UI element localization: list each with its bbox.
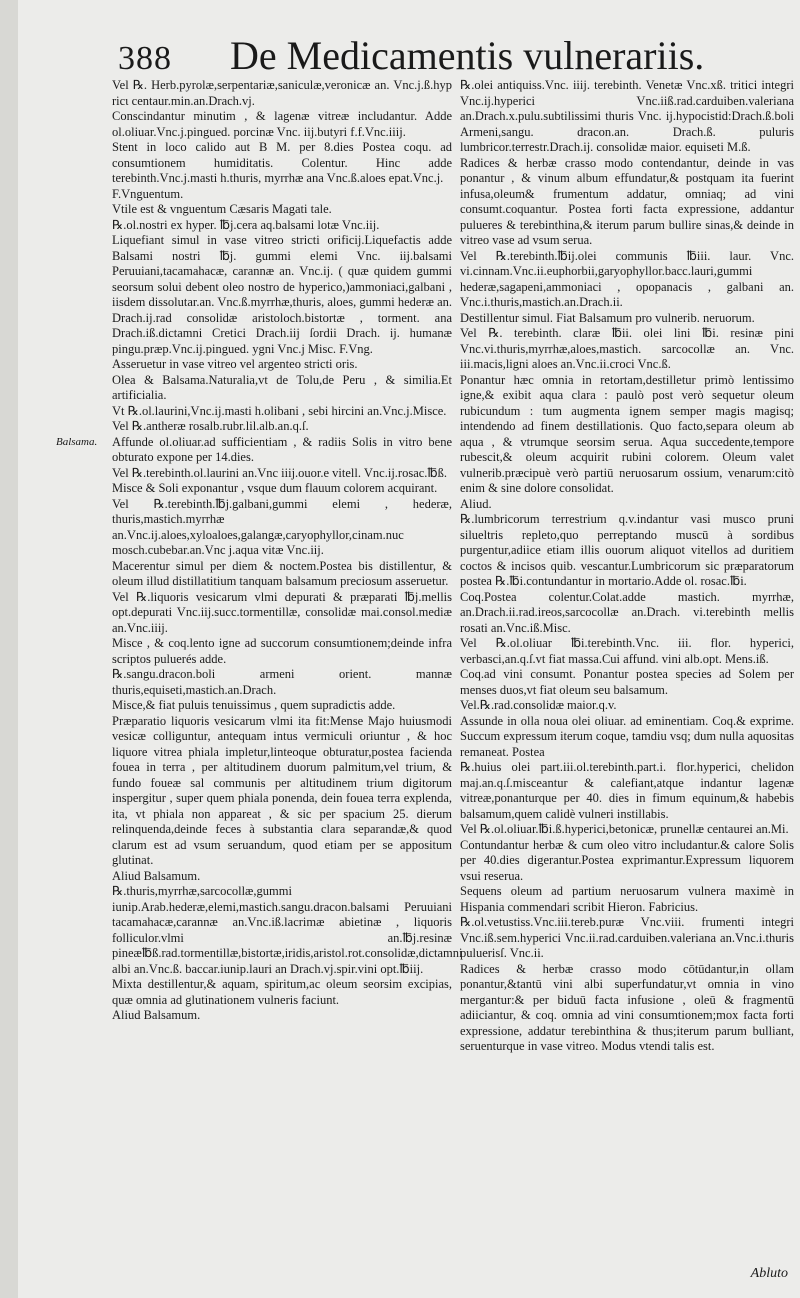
margin-note: Balsama. <box>56 436 98 448</box>
paragraph: Macerentur simul per diem & noctem.Postea bis distillentur, & oleum illud distillatitium tanquam balsamum preciosum asseruetur. <box>112 558 452 588</box>
paragraph: Stent in loco calido aut B M. per 8.dies Postea coqu. ad consumtionem humiditatis. Colentur. Hinc adde terebinth.Vnc.j.masti h.thuris, myrrhæ ana Vnc.ß.aloes epat.Vnc.j. <box>112 140 452 185</box>
catchword: Abluto <box>750 1266 788 1281</box>
paragraph: F.Vnguentum. <box>112 186 184 201</box>
binding-gutter <box>0 0 18 1298</box>
paragraph: Destillentur simul. Fiat Balsamum pro vulnerib. neruorum. <box>460 310 755 325</box>
paragraph: Vel ℞.liquoris vesicarum vlmi depurati & præparati ℔j.mellis opt.depurati Vnc.iij.succ.tormentillæ, consolidæ mai.consol.mediæ an.Vnc.iiij. <box>112 589 452 635</box>
paragraph: ℞.huius olei part.iii.ol.terebinth.part.i. flor.hyperici, chelidon maj.an.q.ſ.misceantur & calefiant,atque indantur lagenæ vitreæ,ponanturque per 40. dies in fimum equinum,& habebis balsamum,quem calidè vulneri instillabis. <box>460 760 794 821</box>
paragraph: Vel ℞.ol.oliuar ℔i.terebinth.Vnc. iii. flor. hyperici, verbasci,an.q.ſ.vt fiat massa.Cui affund. vini alb.opt. Mens.iß. <box>460 636 794 666</box>
paragraph: Aliud Balsamum. <box>112 868 201 883</box>
paragraph: Liquefiant simul in vase vitreo stricti orificij.Liquefactis adde Balsami nostri ℔j. gummi elemi Vnc. iij.balsami Peruuiani,tacamahacæ, carannæ an. Vnc.ij. ( quæ quidem gummi seorsum solui debent oleo nostro de hyperico,)ammoniaci,galbani , iisdem dissolutar.an. Vnc.ß.myrrhæ,thuris, aloes, gummi hederæ an. Drach.ij.rad consolidæ aristoloch.bistortæ , torment. ana Drach.iß.dictamni Cretici Drach.iij ſordii Drach. ij. humanæ pingu.præp.Vnc.ij.pingued. ygni Vnc.j Misc. F.Vng. <box>112 233 453 356</box>
paragraph: Ponantur hæc omnia in retortam,destilletur primò lentissimo igne,& exibit aqua clara : paulò post verò sequetur oleum rubicundum : tum augmenta ignem semper magis magisq; intendendo ad finem destillationis. Quo facto,separa oleum ab aqua , & vtrumque seorsim serua. Aqua succedente,tempore rubescit,& oleum acquirit rubini colorem. Oleum valet vulnerib.præcipuè verò partiū neruosarum ossium, venarum:citò enim & sine dolore consolidat. <box>460 372 794 495</box>
paragraph: ℞.thuris,myrrhæ,sarcocollæ,gummi iunip.Arab.hederæ,elemi,mastich.sangu.dracon.balsami Peruuiani tacamahacæ,carannæ an.Vnc.iß.lacrimæ abietinæ , liquoris folliculor.vlmi an.℔j.resinæ pineæ℔ß.rad.tormentillæ,bistortæ,iridis,aristol.rot.consolidæ,dictamni albi an.Vnc.ß. baccar.iunip.lauri an Drach.vj.spir.vini opt.℔iij. <box>112 884 463 976</box>
paragraph: Vel ℞.ol.oliuar.℔i.ß.hyperici,betonicæ, prunellæ centaurei an.Mi. <box>460 822 789 836</box>
paragraph: Mixta destillentur,& aquam, spiritum,ac oleum seorsim excipias, quæ omnia ad glutinationem vulneris faciunt. <box>112 977 452 1007</box>
page-header <box>110 20 800 80</box>
paragraph: Contundantur herbæ & cum oleo vitro includantur.& calore Solis per 40.dies digerantur.Postea exprimantur.Expressum liquorem vsui reserua. <box>460 837 794 883</box>
paragraph: Assunde in olla noua olei oliuar. ad eminentiam. Coq.& exprime. Succum expressum iterum coque, tamdiu vsq; dum nulla aquositas remaneat. Postea <box>460 713 794 759</box>
paragraph: Radices & herbæ crasso modo contendantur, deinde in vas ponantur , & vinum album effundatur,& postquam ita fuerint infusa,oleum& frumentum addatur, omniaq; ad vini consumt.coquantur. Postea forti facta expressione, addantur pulueres & terebinthina,& iterum parum bullire sinas,& deinde in vitreo vase ad vsum serua. <box>460 155 794 247</box>
paragraph: Asseruetur in vase vitreo vel argenteo stricti oris. <box>112 357 358 371</box>
paragraph: ℞.sangu.dracon.boli armeni orient. mannæ thuris,equiseti,mastich.an.Drach. <box>112 667 452 697</box>
paragraph: Radices & herbæ crasso modo cōtūdantur,in ollam ponantur,&tantū vini albi superfundatur,vt omnia in vino mergantur:& per biduū facta infusione , oleū & fragmentū adiiciantur, & coq. omnia ad vini consumtionem;mox facta forti expressione, addatur terebinthina & thus;iterum parum bulliant, seruenturque in vase vitreo. Modus vtendi talis est. <box>460 961 794 1053</box>
paragraph: ℞.ol.vetustiss.Vnc.iii.tereb.puræ Vnc.viii. frumenti integri Vnc.iß.sem.hyperici Vnc.ii.rad.carduiben.valeriana an.Vnc.i.thuris puluerisſ. Vnc.ii. <box>460 915 794 960</box>
paragraph: Vel ℞.terebinth.℔ij.olei communis ℔iii. laur. Vnc. vi.cinnam.Vnc.ii.euphorbii,garyophyllor.bacc.lauri,gummi hederæ,sagapeni,ammoniaci , opopanacis , galbani an. Vnc.i.thuris,mastich.an.Drach.ii. <box>460 248 794 309</box>
right-column <box>460 78 794 1055</box>
paragraph: Misce & Soli exponantur , vsque dum flauum colorem acquirant. <box>112 481 438 495</box>
paragraph: Vel.℞.rad.consolidæ maior.q.v. <box>460 698 617 712</box>
paragraph: Misce , & coq.lento igne ad succorum consumtionem;deinde infra scriptos puluerés adde. <box>112 636 452 666</box>
running-head: De Medicamentis vulnerariis. <box>230 33 705 78</box>
paragraph: Misce,& fiat puluis tenuissimus , quem supradictis adde. <box>112 698 396 712</box>
paragraph: Vel ℞.antheræ rosalb.rubr.lil.alb.an.q.ſ. <box>112 419 309 433</box>
page-number: 388 <box>118 40 172 77</box>
paragraph: Coq.ad vini consumt. Ponantur postea species ad Solem per menses duos,vt fiat oleum seu balsamum. <box>460 667 794 697</box>
paragraph: Olea & Balsama.Naturalia,vt de Tolu,de Peru , & similia.Et artificialia. <box>112 372 452 402</box>
left-column <box>112 78 463 1024</box>
paragraph: Vtile est & vnguentum Cæsaris Magati tale. <box>112 202 332 216</box>
paragraph: Vel ℞.terebinth.ol.laurini an.Vnc iiij.ouor.e vitell. Vnc.ij.rosac.℔ß. <box>112 465 448 480</box>
paragraph: Præparatio liquoris vesicarum vlmi ita fit:Mense Majo huiusmodi vesicæ colliguntur, antequam intus vermiculi oriuntur , & hoc liquore vitrea phiala impletur,linteoque obturatur,postea facienda fouea in terra , per altitudinem duorum palmitum,vel trium, & fundo foueæ sal communis per altitudinem trium digitorum inspergitur , super quem phiala ponenda, dein fouea terra explenda, ita, vt phiala non appareat , & sic per spacium 25. dierum relinquenda,deinde feces à substantia clara separandæ,& quod clarum est ad vsum seruandum, quod etiam per se appositum glutinat. <box>112 713 452 867</box>
paragraph: Aliud. <box>460 496 492 511</box>
paragraph: Vt ℞.ol.laurini,Vnc.ij.masti h.olibani , sebi hircini an.Vnc.j.Misce. <box>112 403 447 418</box>
paragraph: Affunde ol.oliuar.ad sufficientiam , & radiis Solis in vitro bene obturato expone per 14.dies. <box>112 434 452 464</box>
paragraph: ℞.olei antiquiss.Vnc. iiij. terebinth. Venetæ Vnc.xß. tritici integri Vnc.ij.hyperici Vnc.iiß.rad.carduiben.valeriana an.Drach.x.pulu.subtilissimi thuris Vnc. ij.hypocistid:Drach.ß.boli Armeni,sangu. dracon.an. Drach.ß. puluris lumbricor.terrestr.Drach.ij. consolidæ maior. equiseti M.ß. <box>460 78 794 154</box>
paragraph: Conscindantur minutim , & lagenæ vitreæ includantur. Adde ol.oliuar.Vnc.j.pingued. porcinæ Vnc. iij.butyri f.f.Vnc.iiij. <box>112 109 452 139</box>
paragraph: Sequens oleum ad partium neruosarum vulnera maximè in Hispania commendari scribit Hieron. Fabricius. <box>460 884 794 914</box>
paragraph: Coq.Postea colentur.Colat.adde mastich. myrrhæ, an.Drach.ii.rad.ireos,sarcocollæ an.Drach. vi.terebinth mellis rosati an.Vnc.iß.Misc. <box>460 589 794 635</box>
paragraph: Vel ℞.terebinth.℔j.galbani,gummi elemi , hederæ, thuris,mastich.myrrhæ an.Vnc.ij.aloes,xyloaloes,galangæ,caryophyllor,cinam.nuc mosch.cubebar.an.Vnc j.aqua vitæ Vnc.iij. <box>112 496 452 557</box>
paragraph: Aliud Balsamum. <box>112 1008 201 1022</box>
paragraph: Vel ℞. Herb.pyrolæ,serpentariæ,saniculæ,veronicæ an. Vnc.j.ß.hyp ricι centaur.min.an.Drach.vj. <box>112 78 452 108</box>
paragraph: ℞.lumbricorum terrestrium q.v.indantur vasi musco pruni silueltris repleto,quo perreptando muscū à sordibus purgentur,adiice etiam illis ouorum aliquot vitellos ad duritiem coctos & incisos quib. vescantur.Lumbricorum sic præparatorum postea ℞.℔i.contundantur in mortario.Adde ol. rosac.℔i. <box>460 512 794 588</box>
paragraph: Vel ℞. terebinth. claræ ℔ii. olei lini ℔i. resinæ pini Vnc.vi.thuris,myrrhæ,aloes,mastich. sarcocollæ an. Vnc. iii.macis,ligni aloes an.Vnc.ii.croci Vnc.ß. <box>460 326 794 371</box>
paragraph: ℞.ol.nostri ex hyper. ℔j.cera aq.balsami lotæ Vnc.iij. <box>112 217 380 232</box>
